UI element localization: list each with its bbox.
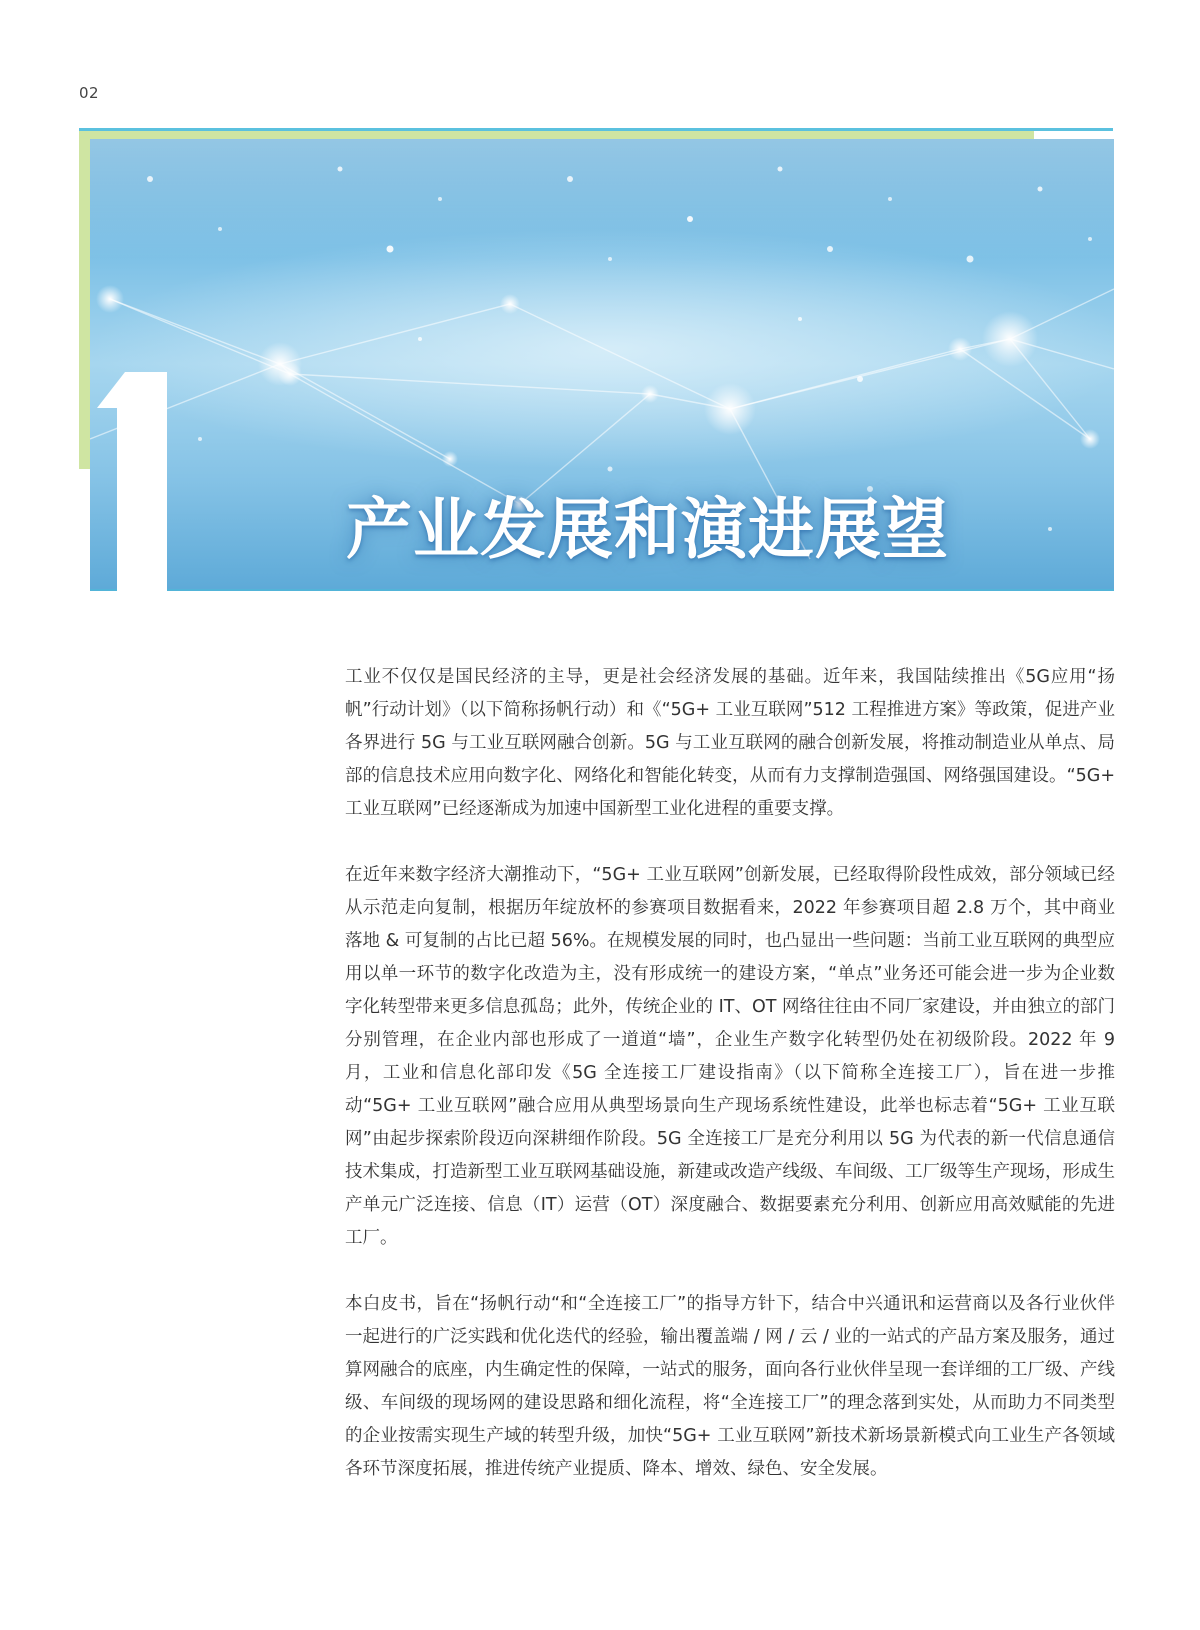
page-number: 02 [79, 84, 100, 102]
paragraph-1: 工业不仅仅是国民经济的主导，更是社会经济发展的基础。近年来，我国陆续推出《5G应用“扬帆”行动计划》（以下简称扬帆行动）和《“5G+ 工业互联网”512 工程推进方案》等政策，促进产业各界进行 5G 与工业互联网融合创新。5G 与工业互联网的融合创新发展，将推动制造业从单点、局部的信息技术应用向数字化、网络化和智能化转变，从而有力支撑制造强国、网络强国建设。“5G+ 工业互联网”已经逐渐成为加速中国新型工业化进程的重要支撑。 [345, 667, 1115, 819]
chapter-title: 产业发展和演进展望 [346, 491, 949, 568]
paragraph-3: 本白皮书，旨在“扬帆行动“和“全连接工厂”的指导方针下，结合中兴通讯和运营商以及各行业伙伴一起进行的广泛实践和优化迭代的经验，输出覆盖端 / 网 / 云 / 业的一站式的产品方案及服务，通过算网融合的底座，内生确定性的保障，一站式的服务，面向各行业伙伴呈现一套详细的工厂级、产线级、车间级的现场网的建设思路和细化流程，将“全连接工厂”的理念落到实处，从而助力不同类型的企业按需实现生产域的转型升级，加快“5G+ 工业互联网”新技术新场景新模式向工业生产各领域各环节深度拓展，推进传统产业提质、降本、增效、绿色、安全发展。 [345, 1294, 1115, 1479]
banner-green-bar [79, 131, 1034, 139]
body-text [345, 661, 1115, 1519]
paragraph-2: 在近年来数字经济大潮推动下，“5G+ 工业互联网”创新发展，已经取得阶段性成效，部分领域已经从示范走向复制，根据历年绽放杯的参赛项目数据看来，2022 年参赛项目超 2.8 万个，其中商业落地 & 可复制的占比已超 56%。在规模发展的同时，也凸显出一些问题：当前工业互联网的典型应用以单一环节的数字化改造为主，没有形成统一的建设方案，“单点”业务还可能会进一步为企业数字化转型带来更多信息孤岛；此外，传统企业的 IT、OT 网络往往由不同厂家建设，并由独立的部门分别管理，在企业内部也形成了一道道“墙”，企业生产数字化转型仍处在初级阶段。2022 年 9 月，工业和信息化部印发《5G 全连接工厂建设指南》（以下简称全连接工厂），旨在进一步推动“5G+ 工业互联网”融合应用从典型场景向生产现场系统性建设，此举也标志着“5G+ 工业互联网”由起步探索阶段迈向深耕细作阶段。5G 全连接工厂是充分利用以 5G 为代表的新一代信息通信技术集成，打造新型工业互联网基础设施，新建或改造产线级、车间级、工厂级等生产现场，形成生产单元广泛连接、信息（IT）运营（OT）深度融合、数据要素充分利用、创新应用高效赋能的先进工厂。 [345, 865, 1115, 1248]
banner-bottom-line [90, 589, 1114, 591]
chapter-number-graphic [79, 372, 171, 591]
